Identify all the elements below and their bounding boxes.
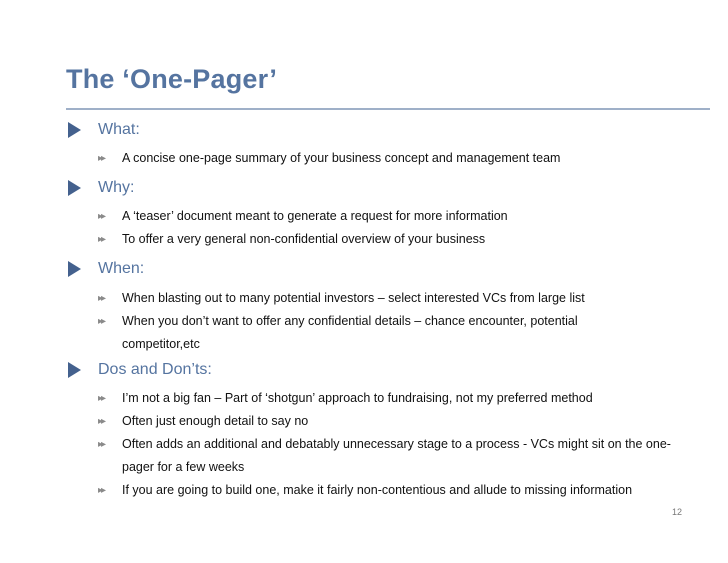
double-arrow-bullet-icon: ▸▸ xyxy=(98,393,105,404)
section-header xyxy=(68,119,708,141)
list-item xyxy=(98,205,702,228)
double-arrow-bullet-icon: ▸▸ xyxy=(98,316,105,327)
section-dos-and-donts xyxy=(68,359,708,502)
list-item-text: I’m not a big fan – Part of ‘shotgun’ approach to fundraising, not my preferred method xyxy=(122,391,593,405)
double-arrow-bullet-icon: ▸▸ xyxy=(98,153,105,164)
page-number: 12 xyxy=(672,507,683,517)
section-when xyxy=(68,258,708,356)
list-item-text: Often just enough detail to say no xyxy=(122,414,309,428)
list-item xyxy=(98,433,702,479)
double-arrow-bullet-icon: ▸▸ xyxy=(98,416,105,427)
list-item xyxy=(98,147,702,170)
section-label: When: xyxy=(98,260,145,277)
triangle-bullet-icon xyxy=(68,180,81,196)
list-item-text: Often adds an additional and debatably unnecessary stage to a process - VCs might sit on the one-pager for a few weeks xyxy=(122,437,671,474)
list-item xyxy=(98,310,622,356)
list-item xyxy=(98,387,702,410)
title-divider xyxy=(66,108,710,110)
section-what xyxy=(68,119,708,170)
section-label: What: xyxy=(98,121,140,138)
section-label: Why: xyxy=(98,179,135,196)
section-header xyxy=(68,177,708,199)
list-item xyxy=(98,410,702,433)
triangle-bullet-icon xyxy=(68,362,81,378)
list-item-text: If you are going to build one, make it fairly non-contentious and allude to missing information xyxy=(122,483,633,497)
list-item-text: A concise one-page summary of your business concept and management team xyxy=(122,151,561,165)
list-item xyxy=(98,479,702,502)
double-arrow-bullet-icon: ▸▸ xyxy=(98,234,105,245)
list-item-text: A ‘teaser’ document meant to generate a request for more information xyxy=(122,209,508,223)
double-arrow-bullet-icon: ▸▸ xyxy=(98,439,105,450)
section-header xyxy=(68,258,708,280)
list-item xyxy=(98,287,702,310)
slide-title: The ‘One-Pager’ xyxy=(66,64,278,94)
triangle-bullet-icon xyxy=(68,122,81,138)
triangle-bullet-icon xyxy=(68,261,81,277)
list-item xyxy=(98,228,702,251)
section-header xyxy=(68,359,708,381)
double-arrow-bullet-icon: ▸▸ xyxy=(98,211,105,222)
section-label: Dos and Don’ts: xyxy=(98,361,212,378)
double-arrow-bullet-icon: ▸▸ xyxy=(98,485,105,496)
list-item-text: When blasting out to many potential investors – select interested VCs from large list xyxy=(122,291,585,305)
double-arrow-bullet-icon: ▸▸ xyxy=(98,293,105,304)
list-item-text: When you don’t want to offer any confidential details – chance encounter, potential competitor,etc xyxy=(122,314,578,351)
list-item-text: To offer a very general non-confidential overview of your business xyxy=(122,232,486,246)
section-why xyxy=(68,177,708,251)
